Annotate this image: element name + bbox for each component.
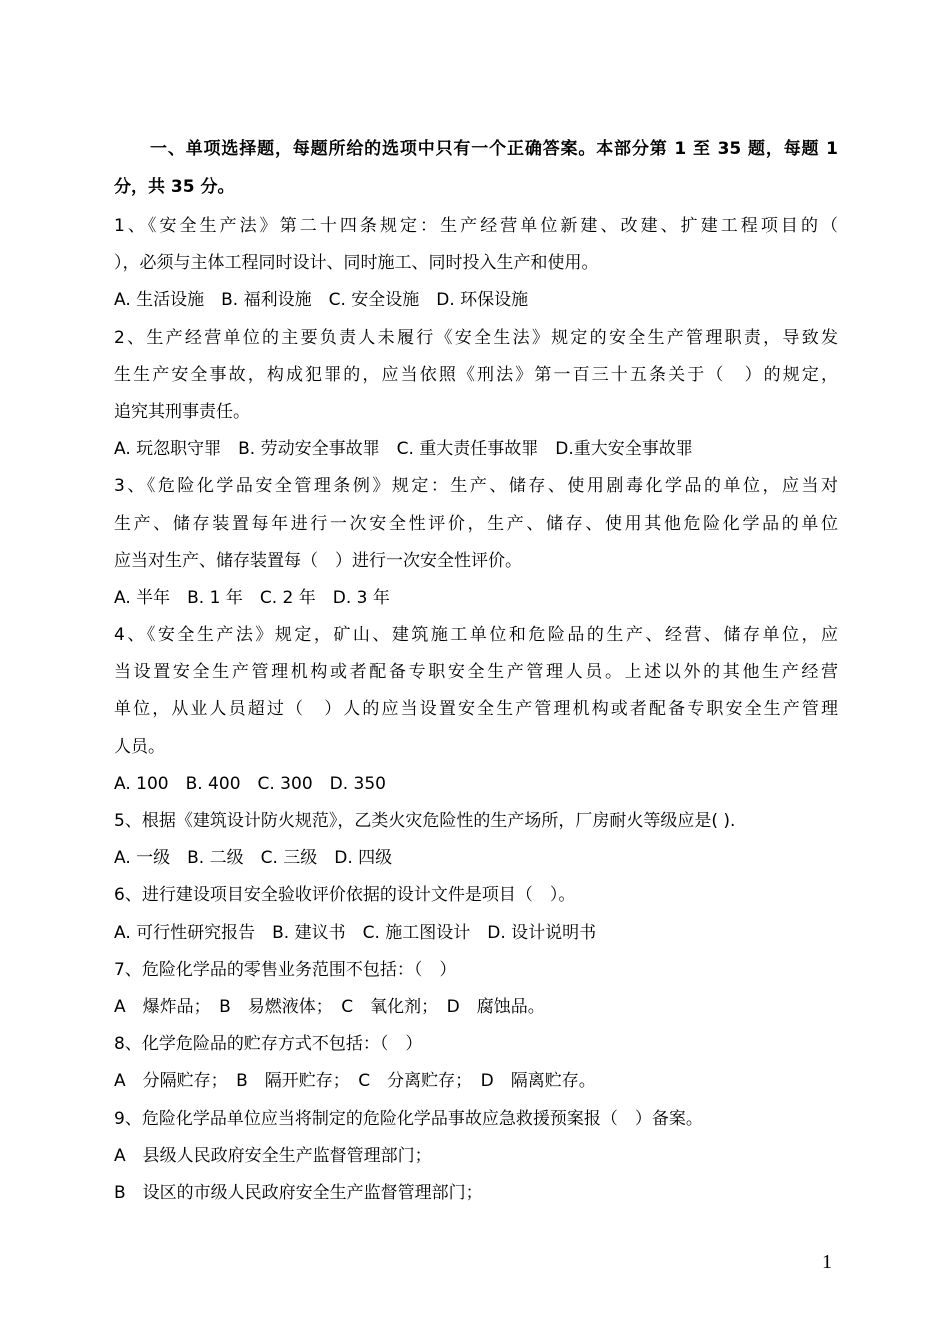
question-6-options: A. 可行性研究报告 B. 建议书 C. 施工图设计 D. 设计说明书: [114, 922, 597, 943]
question-1-line-1: 1、《安全生产法》第二十四条规定：生产经营单位新建、改建、扩建工程项目的（: [114, 216, 838, 236]
question-2-line-3: 追究其刑事责任。: [114, 401, 250, 422]
question-3-line-1: 3、《危险化学品安全管理条例》规定：生产、储存、使用剧毒化学品的单位，应当对: [114, 476, 838, 497]
question-2-line-1: 2、生产经营单位的主要负责人未履行《安全生法》规定的安全生产管理职责，导致发: [114, 327, 838, 348]
question-9-option-a: A 县级人民政府安全生产监督管理部门；: [114, 1145, 432, 1166]
question-4-line-3: 单位，从业人员超过（ ）人的应当设置安全生产管理机构或者配备专职安全生产管理: [114, 699, 838, 720]
question-8-options: A 分隔贮存； B 隔开贮存； C 分离贮存； D 隔离贮存。: [114, 1071, 596, 1092]
question-4-options: A. 100 B. 400 C. 300 D. 350: [114, 773, 386, 794]
question-3-line-3: 应当对生产、储存装置每（ ）进行一次安全性评价。: [114, 550, 522, 571]
question-3-line-2: 生产、储存装置每年进行一次安全性评价，生产、储存、使用其他危险化学品的单位: [114, 513, 838, 534]
question-9-option-b: B 设区的市级人民政府安全生产监督管理部门；: [114, 1182, 483, 1203]
question-3-options: A. 半年 B. 1 年 C. 2 年 D. 3 年: [114, 587, 390, 608]
question-5-line-1: 5、根据《建筑设计防火规范》，乙类火灾危险性的生产场所，厂房耐火等级应是( ).: [114, 811, 736, 831]
question-4-line-4: 人员。: [114, 736, 165, 757]
question-6-line-1: 6、进行建设项目安全验收评价依据的设计文件是项目（ ）。: [114, 885, 576, 906]
question-1-line-2: ），必须与主体工程同时设计、同时施工、同时投入生产和使用。: [114, 253, 599, 274]
page-content: [114, 130, 838, 1212]
page-number: 1: [822, 1251, 832, 1273]
section-heading: 一、单项选择题，每题所给的选项中只有一个正确答案。本部分第 1 至 35 题，每题 1 分，共 35 分。: [114, 139, 838, 197]
question-8-line-1: 8、化学危险品的贮存方式不包括：（ ）: [114, 1034, 423, 1055]
question-2-options: A. 玩忽职守罪 B. 劳动安全事故罪 C. 重大责任事故罪 D.重大安全事故罪: [114, 439, 693, 460]
question-4-line-1: 4、《安全生产法》规定，矿山、建筑施工单位和危险品的生产、经营、储存单位，应: [114, 625, 838, 646]
question-7-options: A 爆炸品； B 易燃液体； C 氧化剂； D 腐蚀品。: [114, 996, 545, 1017]
question-2-line-2: 生生产安全事故，构成犯罪的，应当依照《刑法》第一百三十五条关于（ ）的规定，: [114, 364, 838, 385]
question-5-options: A. 一级 B. 二级 C. 三级 D. 四级: [114, 848, 393, 869]
question-4-line-2: 当设置安全生产管理机构或者配备专职安全生产管理人员。上述以外的其他生产经营: [114, 662, 838, 683]
question-9-line-1: 9、危险化学品单位应当将制定的危险化学品事故应急救援预案报（ ）备案。: [114, 1108, 703, 1129]
question-1-options: A. 生活设施 B. 福利设施 C. 安全设施 D. 环保设施: [114, 290, 529, 311]
question-7-line-1: 7、危险化学品的零售业务范围不包括：（ ）: [114, 959, 457, 980]
